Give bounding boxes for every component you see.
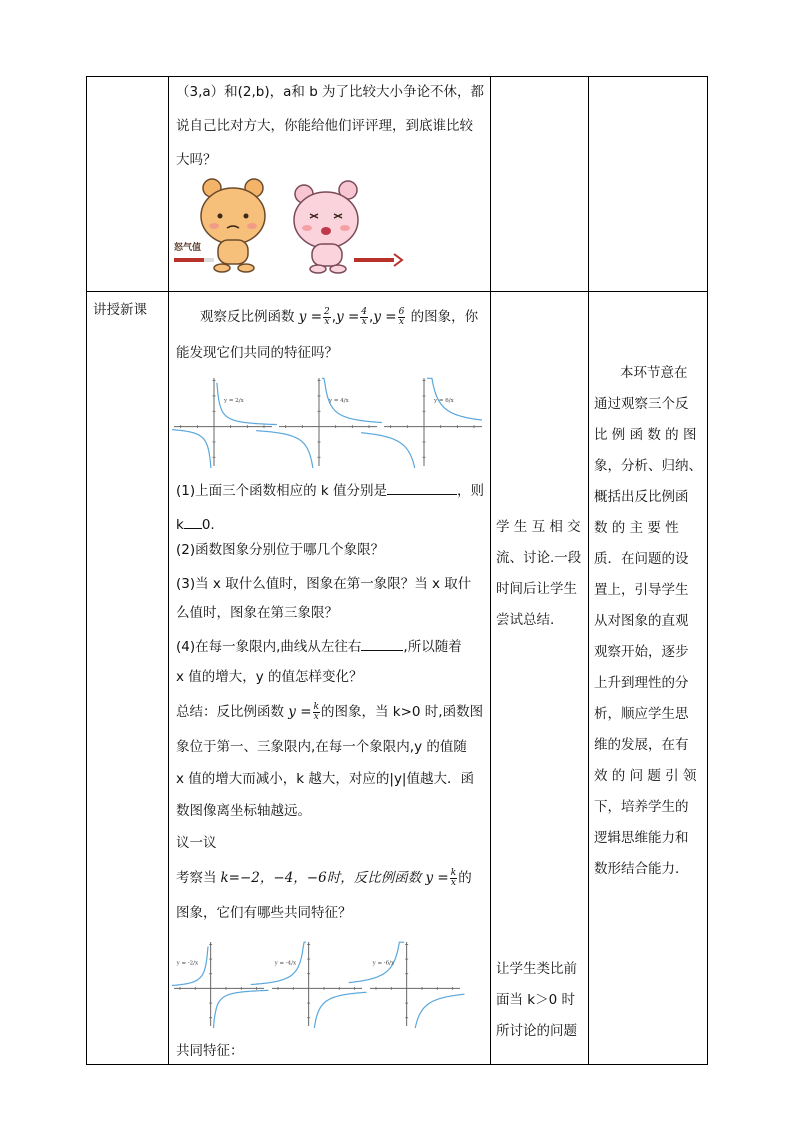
summary-line-3: x 值的增大而减小，k 越大，对应的|y|值越大．函 xyxy=(176,771,474,787)
anger-caption: 怒气值 xyxy=(174,243,202,253)
question-3b: 么值时，图象在第三象限？ xyxy=(176,605,338,621)
negative-k-graphs xyxy=(172,940,472,1028)
graph-panel xyxy=(172,942,269,1028)
equation-1: y = $\frac{2}{x}$ xyxy=(298,307,330,327)
student1-line: 学 生 互 相 交 xyxy=(496,519,581,535)
design-intent xyxy=(594,358,704,885)
intro-prefix: 观察反比例函数 xyxy=(200,309,295,325)
graph-label: y = 4/x xyxy=(329,397,349,404)
question-4c: x 值的增大，y 的值怎样变化？ xyxy=(176,669,363,685)
graph-label: y = 2/x xyxy=(224,397,244,404)
design-line: 置上，引导学生 xyxy=(594,582,689,598)
design-line: 数形结合能力． xyxy=(594,861,689,877)
question-2: (2)函数图象分别位于哪几个象限？ xyxy=(176,542,385,558)
graph-panel xyxy=(251,942,367,1028)
question-3a: (3)当 x 取什么值时，图象在第一象限？当 x 取什 xyxy=(176,576,472,592)
curve-branch-right xyxy=(409,994,464,1028)
design-line: 比 例 函 数 的 图 xyxy=(594,427,697,443)
student-activity-2 xyxy=(496,954,584,1047)
design-line: 维的发展，在有 xyxy=(594,737,689,753)
row1-line-1: （3,a）和(2,b)，a和 b 为了比较大小争论不休，都 xyxy=(176,84,485,100)
graph-label: y = -4/x xyxy=(274,960,297,967)
row1-line-3: 大吗？ xyxy=(176,152,217,168)
consider-line-2: 图象，它们有哪些共同特征？ xyxy=(176,905,352,921)
design-line: 通过观察三个反 xyxy=(594,396,689,412)
student1-line: 流、讨论.一段 xyxy=(496,550,582,566)
pink-bear xyxy=(294,181,358,273)
design-line: 数 的 主 要 性 xyxy=(594,520,679,536)
summary-line-1: 总结：反比例函数 y = $\frac{k}{x}$ 的图象，当 k>0 时,函数图 xyxy=(176,702,484,722)
student2-line: 面当 k＞0 时 xyxy=(496,992,575,1008)
answer-blank-1 xyxy=(387,482,457,495)
design-line: 观察开始，逐步 xyxy=(594,644,689,660)
table-right-border xyxy=(707,76,708,1065)
answer-blank-3 xyxy=(361,638,403,651)
question-4: (4)在每一象限内,曲线从左往右 ,所以随着 xyxy=(176,639,462,655)
design-line: 析，顺应学生思 xyxy=(594,706,689,722)
anger-bar-left xyxy=(174,258,204,262)
section-label: 讲授新课 xyxy=(93,302,147,318)
graph-label: y = -2/x xyxy=(176,960,199,967)
graph-panel xyxy=(256,378,382,468)
discuss-heading: 议一议 xyxy=(176,835,217,851)
curve-branch-right xyxy=(213,990,268,1028)
intro-line: 观察反比例函数 y = $\frac{2}{x}$ ,y = $\frac{4}{x}$ ,y = $\frac{6}{x}$ 的图象，你 xyxy=(200,307,479,327)
equation-3: y = $\frac{6}{x}$ xyxy=(373,307,405,327)
question-1: (1)上面三个函数相应的 k 值分别是 ，则 xyxy=(176,483,485,499)
design-line: 质．在问题的设 xyxy=(594,551,689,567)
question-1-cont: k 0. xyxy=(176,517,215,533)
design-line: 象，分析、归纳、 xyxy=(594,458,702,474)
table-col-divider-1 xyxy=(168,76,169,1065)
curve-branch-left xyxy=(172,429,211,468)
design-line: 本环节意在 xyxy=(620,365,688,381)
answer-blank-2 xyxy=(184,516,202,529)
curve-branch-left xyxy=(256,431,316,468)
student2-line: 让学生类比前 xyxy=(496,961,577,977)
consider-line-1: 考察当 k=−2，−4，−6时，反比例函数 y = $\frac{k}{x}$ 的 xyxy=(176,868,472,888)
intro-line-2: 能发现它们共同的特征吗？ xyxy=(176,345,338,361)
design-line: 从对图象的直观 xyxy=(594,613,689,629)
table-col-divider-2 xyxy=(490,76,491,1065)
graph-label: y = 6/x xyxy=(434,397,454,404)
student2-line: 所讨论的问题 xyxy=(496,1023,577,1039)
graph-panel xyxy=(172,378,277,468)
equation-2: y = $\frac{4}{x}$ xyxy=(336,307,368,327)
table-row-divider xyxy=(86,291,708,292)
row1-line-2: 说自己比对方大，你能给他们评评理，到底谁比较 xyxy=(176,118,473,134)
student1-line: 尝试总结. xyxy=(496,612,555,628)
graph-label: y = -6/x xyxy=(372,960,395,967)
common-features-label: 共同特征： xyxy=(176,1043,244,1059)
positive-k-graphs xyxy=(172,376,482,468)
design-line: 下，培养学生的 xyxy=(594,799,689,815)
design-line: 概括出反比例函 xyxy=(594,489,689,505)
curve-branch-left xyxy=(361,433,421,468)
summary-line-2: 象位于第一、三象限内,在每一个象限内,y 的值随 xyxy=(176,739,467,755)
summary-line-4: 数图像离坐标轴越远。 xyxy=(176,803,311,819)
design-line: 逻辑思维能力和 xyxy=(594,830,689,846)
student-activity-1 xyxy=(496,512,584,636)
student1-line: 时间后让学生 xyxy=(496,581,577,597)
graph-panel xyxy=(349,942,465,1028)
curve-branch-right xyxy=(311,992,366,1028)
bears-illustration xyxy=(172,176,412,282)
design-line: 效 的 问 题 引 领 xyxy=(594,768,697,784)
anger-bar-right xyxy=(354,258,394,262)
graph-panel xyxy=(361,378,482,468)
intro-suffix: 的图象，你 xyxy=(410,309,479,325)
table-col-divider-3 xyxy=(588,76,589,1065)
design-line: 上升到理性的分 xyxy=(594,675,689,691)
